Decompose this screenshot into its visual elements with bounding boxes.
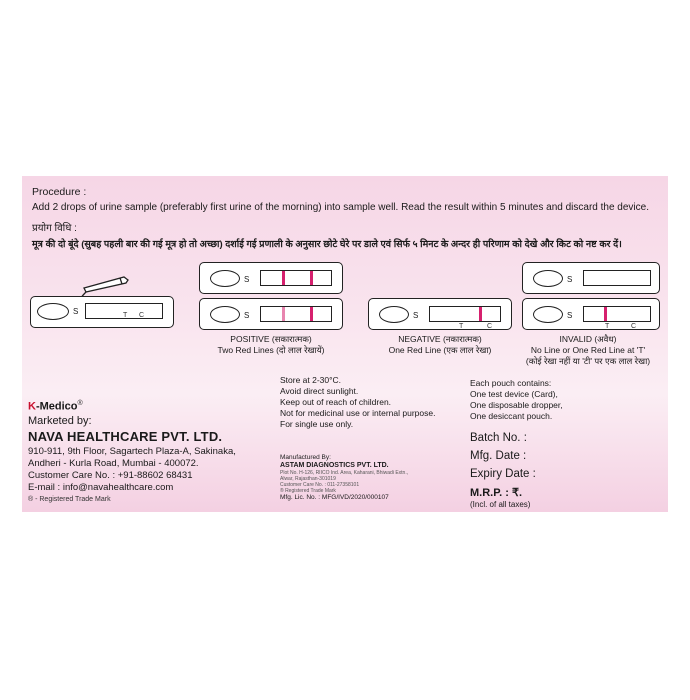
pouch-line: One desiccant pouch.: [470, 411, 553, 421]
c-mark: C: [631, 323, 637, 330]
positive-desc: Two Red Lines (दो लाल रेखायें): [217, 345, 325, 355]
pouch-contents: [470, 378, 563, 422]
brand-name: K-Medico®: [28, 400, 83, 413]
result-window: [260, 270, 332, 286]
c-line: [310, 271, 313, 285]
t-mark: T: [459, 323, 464, 330]
procedure-label: Procedure :: [32, 186, 87, 198]
c-mark: C: [487, 323, 493, 330]
t-mark: T: [123, 312, 128, 319]
manufacturer-line: Alwar, Rajasthan-301019: [280, 476, 336, 482]
t-line: [282, 307, 285, 321]
mrp-label: M.R.P. : ₹.: [470, 487, 523, 499]
expiry-date-label: Expiry Date :: [470, 468, 536, 480]
sample-device: [30, 296, 174, 328]
storage-line: Not for medicinal use or internal purpose.: [280, 408, 436, 418]
sample-label: S: [567, 311, 573, 320]
invalid-title: INVALID (अवैध): [559, 334, 617, 344]
sample-label: S: [413, 311, 419, 320]
license-number: Mfg. Lic. No. : MFG/IVD/2020/000107: [280, 494, 389, 501]
sample-label: S: [73, 307, 79, 316]
marketed-by-label: Marketed by:: [28, 415, 92, 427]
c-mark: C: [139, 312, 145, 319]
trademark-note: ® - Registered Trade Mark: [28, 496, 111, 503]
procedure-english: Add 2 drops of urine sample (preferably first urine of the morning) into sample well. Read the result within 5 minutes and discard the device.: [32, 202, 649, 213]
positive-caption: [199, 334, 343, 356]
sample-well: [210, 306, 240, 323]
address-line-2: Andheri - Kurla Road, Mumbai - 400072.: [28, 458, 199, 469]
invalid-desc: No Line or One Red Line at 'T': [530, 345, 646, 355]
mfg-date-label: Mfg. Date :: [470, 450, 527, 462]
manufacturer-line: Plot No. H-126, RIICO Ind. Area, Kaharani, Bhiwadi Extn.,: [280, 470, 409, 476]
t-line: [282, 271, 285, 285]
manufacturer-block: [280, 454, 408, 494]
batch-no-label: Batch No. :: [470, 432, 527, 444]
negative-caption: [368, 334, 512, 356]
pouch-line: Each pouch contains:: [470, 378, 552, 388]
sample-well: [533, 270, 563, 287]
sample-well: [37, 303, 69, 320]
result-window: [583, 270, 651, 286]
positive-title: POSITIVE (सकारात्मक): [230, 334, 312, 344]
invalid-desc-hindi: (कोई रेखा नहीं या 'टी' पर एक लाल रेखा): [525, 356, 651, 366]
invalid-device-bottom: [522, 298, 660, 330]
procedure-hindi-label: प्रयोग विधि :: [32, 223, 77, 234]
result-window: [429, 306, 501, 322]
manufacturer-name: ASTAM DIAGNOSTICS PVT. LTD.: [280, 462, 389, 469]
procedure-hindi: मूत्र की दो बूंदे (सुबह पहली बार की गई मूत्र हो तो अच्छा) दर्शाई गई प्रणाली के अनुसार छोटे घेरे पर डाले एवं सिर्फ ५ मिनट के अन्दर ही परिणाम को देखे और किट को नष्ट कर दें।: [32, 239, 622, 250]
negative-desc: One Red Line (एक लाल रेखा): [388, 345, 492, 355]
negative-title: NEGATIVE (नकारात्मक): [398, 334, 482, 344]
invalid-device-top: [522, 262, 660, 294]
sample-label: S: [567, 275, 573, 284]
sample-well: [533, 306, 563, 323]
storage-line: Keep out of reach of children.: [280, 397, 392, 407]
manufacturer-line: Customer Care No. : 011-27358101: [280, 482, 360, 488]
taxes-note: (Incl. of all taxes): [470, 500, 531, 509]
sample-well: [379, 306, 409, 323]
address-line-1: 910-911, 9th Floor, Sagartech Plaza-A, Sakinaka,: [28, 446, 236, 457]
company-name: NAVA HEALTHCARE PVT. LTD.: [28, 429, 223, 444]
manufacturer-line: ® Registered Trade Mark: [280, 488, 336, 494]
c-line: [479, 307, 482, 321]
customer-care: Customer Care No. : +91-88602 68431: [28, 470, 193, 481]
storage-instructions: [280, 375, 435, 430]
pouch-line: One test device (Card),: [470, 389, 558, 399]
storage-line: Avoid direct sunlight.: [280, 386, 359, 396]
t-line: [604, 307, 607, 321]
pouch-line: One disposable dropper,: [470, 400, 563, 410]
negative-device: [368, 298, 512, 330]
result-window: [583, 306, 651, 322]
invalid-caption: [512, 334, 664, 367]
positive-device-top: [199, 262, 343, 294]
email: E-mail : info@navahealthcare.com: [28, 482, 174, 493]
sample-label: S: [244, 275, 250, 284]
storage-line: Store at 2-30°C.: [280, 375, 342, 385]
sample-well: [210, 270, 240, 287]
sample-label: S: [244, 311, 250, 320]
t-mark: T: [605, 323, 610, 330]
result-window: [260, 306, 332, 322]
c-line: [310, 307, 313, 321]
positive-device-bottom: [199, 298, 343, 330]
storage-line: For single use only.: [280, 419, 354, 429]
leaflet-panel: [22, 176, 668, 512]
manufacturer-label: Manufactured By:: [280, 454, 331, 461]
